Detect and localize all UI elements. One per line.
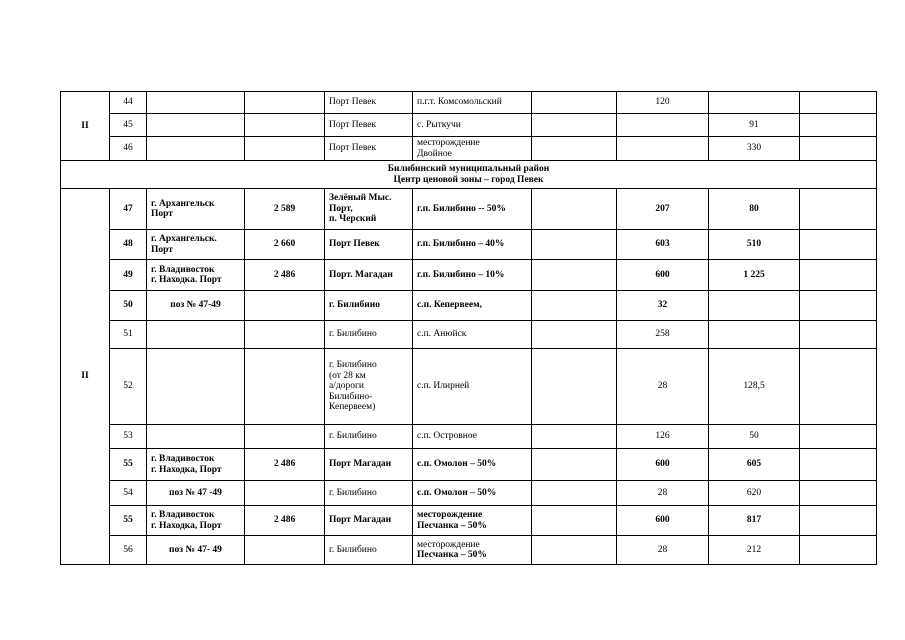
group-cell: II: [61, 189, 110, 565]
table-row: [61, 114, 877, 137]
value-cell: 212: [709, 536, 800, 565]
value-cell: [800, 92, 877, 114]
row-number: 46: [110, 137, 147, 161]
row-number: 44: [110, 92, 147, 114]
distance-cell: [245, 291, 325, 321]
value-cell: [800, 291, 877, 321]
value-cell: [532, 536, 617, 565]
value-cell: [800, 425, 877, 449]
origin-cell: [147, 349, 245, 425]
row-number: 53: [110, 425, 147, 449]
value-cell: 510: [709, 230, 800, 260]
transit-cell: Порт Певек: [325, 114, 413, 137]
destination-cell: г.п. Билибино – 40%: [413, 230, 532, 260]
row-number: 48: [110, 230, 147, 260]
transit-line: а/дороги: [329, 381, 364, 392]
destination-cell: [413, 536, 532, 565]
destination-cell: с.п. Анюйск: [413, 321, 532, 349]
transit-cell: г. Билибино: [325, 425, 413, 449]
value-cell: [532, 349, 617, 425]
zone-header-row: [61, 161, 877, 189]
value-cell: [800, 349, 877, 425]
zone-subtitle: Центр ценовой зоны – город Певек: [393, 174, 544, 185]
value-cell: 600: [617, 449, 709, 481]
origin-cell: поз № 47-49: [147, 291, 245, 321]
value-cell: [532, 114, 617, 137]
value-cell: 605: [709, 449, 800, 481]
value-cell: [800, 321, 877, 349]
value-cell: [800, 189, 877, 230]
table-row: [61, 536, 877, 565]
value-cell: [709, 92, 800, 114]
value-cell: [709, 291, 800, 321]
destination-cell: с.п. Омолон – 50%: [413, 449, 532, 481]
table-row: [61, 506, 877, 536]
transit-cell: г. Билибино: [325, 321, 413, 349]
destination-cell: п.г.т. Комсомольский: [413, 92, 532, 114]
value-cell: 50: [709, 425, 800, 449]
origin-line: г. Находка, Порт: [151, 464, 222, 475]
transit-line: п. Черский: [329, 214, 377, 225]
value-cell: [800, 449, 877, 481]
distance-cell: [245, 137, 325, 161]
row-number: 55: [110, 449, 147, 481]
tariff-table: [60, 91, 877, 565]
transit-cell: г. Билибино: [325, 291, 413, 321]
value-cell: 620: [709, 481, 800, 506]
transit-line: Зелёный Мыс.: [329, 193, 392, 204]
origin-cell: [147, 506, 245, 536]
table-row: [61, 291, 877, 321]
destination-cell: г.п. Билибино -- 50%: [413, 189, 532, 230]
destination-cell: г.п. Билибино – 10%: [413, 260, 532, 291]
destination-cell: с.п. Кепервеем,: [413, 291, 532, 321]
distance-cell: [245, 536, 325, 565]
distance-cell: 2 660: [245, 230, 325, 260]
transit-cell: г. Билибино: [325, 536, 413, 565]
row-number: 51: [110, 321, 147, 349]
table-row: [61, 449, 877, 481]
table-row: [61, 321, 877, 349]
value-cell: [800, 114, 877, 137]
transit-cell: Порт Магадан: [325, 506, 413, 536]
value-cell: 600: [617, 260, 709, 291]
origin-cell: [147, 449, 245, 481]
transit-cell: Порт Певек: [325, 230, 413, 260]
destination-cell: с. Рыткучи: [413, 114, 532, 137]
row-number: 49: [110, 260, 147, 291]
destination-cell: [413, 137, 532, 161]
value-cell: 603: [617, 230, 709, 260]
row-number: 56: [110, 536, 147, 565]
table-row: [61, 260, 877, 291]
table-row: [61, 425, 877, 449]
row-number: 55: [110, 506, 147, 536]
table-row: [61, 349, 877, 425]
value-cell: [532, 230, 617, 260]
destination-line: месторождение: [417, 539, 480, 550]
origin-cell: [147, 321, 245, 349]
origin-line: г. Владивосток: [151, 454, 215, 464]
destination-cell: [413, 506, 532, 536]
row-number: 54: [110, 481, 147, 506]
transit-cell: Порт Певек: [325, 137, 413, 161]
value-cell: [532, 321, 617, 349]
value-cell: 28: [617, 536, 709, 565]
distance-cell: [245, 481, 325, 506]
value-cell: [532, 506, 617, 536]
value-cell: [800, 260, 877, 291]
value-cell: 128,5: [709, 349, 800, 425]
value-cell: [532, 425, 617, 449]
transit-line: Кепервеем): [329, 402, 376, 413]
row-number: 50: [110, 291, 147, 321]
distance-cell: [245, 92, 325, 114]
destination-cell: с.п. Омолон – 50%: [413, 481, 532, 506]
destination-cell: с.п. Илирней: [413, 349, 532, 425]
origin-cell: [147, 260, 245, 291]
distance-cell: [245, 321, 325, 349]
table-row: [61, 92, 877, 114]
origin-cell: [147, 425, 245, 449]
destination-line: Двойное: [417, 148, 452, 159]
row-number: 52: [110, 349, 147, 425]
distance-cell: 2 486: [245, 260, 325, 291]
table-row: [61, 189, 877, 230]
value-cell: [532, 137, 617, 161]
distance-cell: [245, 114, 325, 137]
distance-cell: 2 486: [245, 449, 325, 481]
group-cell: II: [61, 92, 110, 161]
origin-line: Порт: [151, 209, 173, 219]
destination-line: месторождение: [417, 138, 480, 148]
value-cell: [532, 260, 617, 291]
transit-cell: [325, 349, 413, 425]
value-cell: 330: [709, 137, 800, 161]
value-cell: [800, 506, 877, 536]
value-cell: [532, 92, 617, 114]
row-number: 45: [110, 114, 147, 137]
origin-cell: [147, 230, 245, 260]
value-cell: 258: [617, 321, 709, 349]
value-cell: 28: [617, 481, 709, 506]
origin-line: г. Архангельск: [151, 198, 215, 209]
value-cell: 120: [617, 92, 709, 114]
destination-line: месторождение: [417, 510, 483, 520]
transit-line: (от 28 км: [329, 370, 366, 381]
transit-cell: Порт Певек: [325, 92, 413, 114]
value-cell: [617, 114, 709, 137]
value-cell: [617, 137, 709, 161]
value-cell: 1 225: [709, 260, 800, 291]
value-cell: [532, 481, 617, 506]
value-cell: [800, 481, 877, 506]
table-row: [61, 137, 877, 161]
destination-line: Песчанка – 50%: [417, 520, 487, 531]
origin-line: г. Архангельск.: [151, 234, 217, 244]
value-cell: 817: [709, 506, 800, 536]
transit-cell: [325, 189, 413, 230]
table-row: [61, 230, 877, 260]
value-cell: [709, 321, 800, 349]
distance-cell: 2 486: [245, 506, 325, 536]
value-cell: 207: [617, 189, 709, 230]
transit-cell: Порт Магадан: [325, 449, 413, 481]
transit-cell: г. Билибино: [325, 481, 413, 506]
origin-cell: поз № 47- 49: [147, 536, 245, 565]
value-cell: 91: [709, 114, 800, 137]
value-cell: 32: [617, 291, 709, 321]
origin-line: г. Владивосток: [151, 510, 215, 520]
destination-line: Песчанка – 50%: [417, 550, 487, 560]
value-cell: [800, 137, 877, 161]
value-cell: [800, 536, 877, 565]
distance-cell: [245, 349, 325, 425]
table-row: [61, 481, 877, 506]
origin-line: г. Владивосток: [151, 264, 215, 275]
transit-line: Порт,: [329, 203, 353, 214]
zone-header: [61, 161, 877, 189]
distance-cell: [245, 425, 325, 449]
value-cell: 126: [617, 425, 709, 449]
origin-line: Порт: [151, 244, 173, 255]
origin-cell: поз № 47 -49: [147, 481, 245, 506]
value-cell: 80: [709, 189, 800, 230]
origin-line: г. Находка, Порт: [151, 520, 222, 531]
destination-cell: с.п. Островное: [413, 425, 532, 449]
transit-line: Билибино-: [329, 391, 373, 402]
value-cell: [532, 291, 617, 321]
value-cell: [532, 449, 617, 481]
origin-line: г. Находка. Порт: [151, 275, 222, 285]
origin-cell: [147, 114, 245, 137]
distance-cell: 2 589: [245, 189, 325, 230]
value-cell: 28: [617, 349, 709, 425]
origin-cell: [147, 137, 245, 161]
origin-cell: [147, 92, 245, 114]
value-cell: [800, 230, 877, 260]
zone-title: Билибинский муниципальный район: [387, 163, 550, 174]
value-cell: [532, 189, 617, 230]
value-cell: 600: [617, 506, 709, 536]
transit-cell: Порт. Магадан: [325, 260, 413, 291]
origin-cell: [147, 189, 245, 230]
row-number: 47: [110, 189, 147, 230]
transit-line: г. Билибино: [329, 360, 377, 371]
